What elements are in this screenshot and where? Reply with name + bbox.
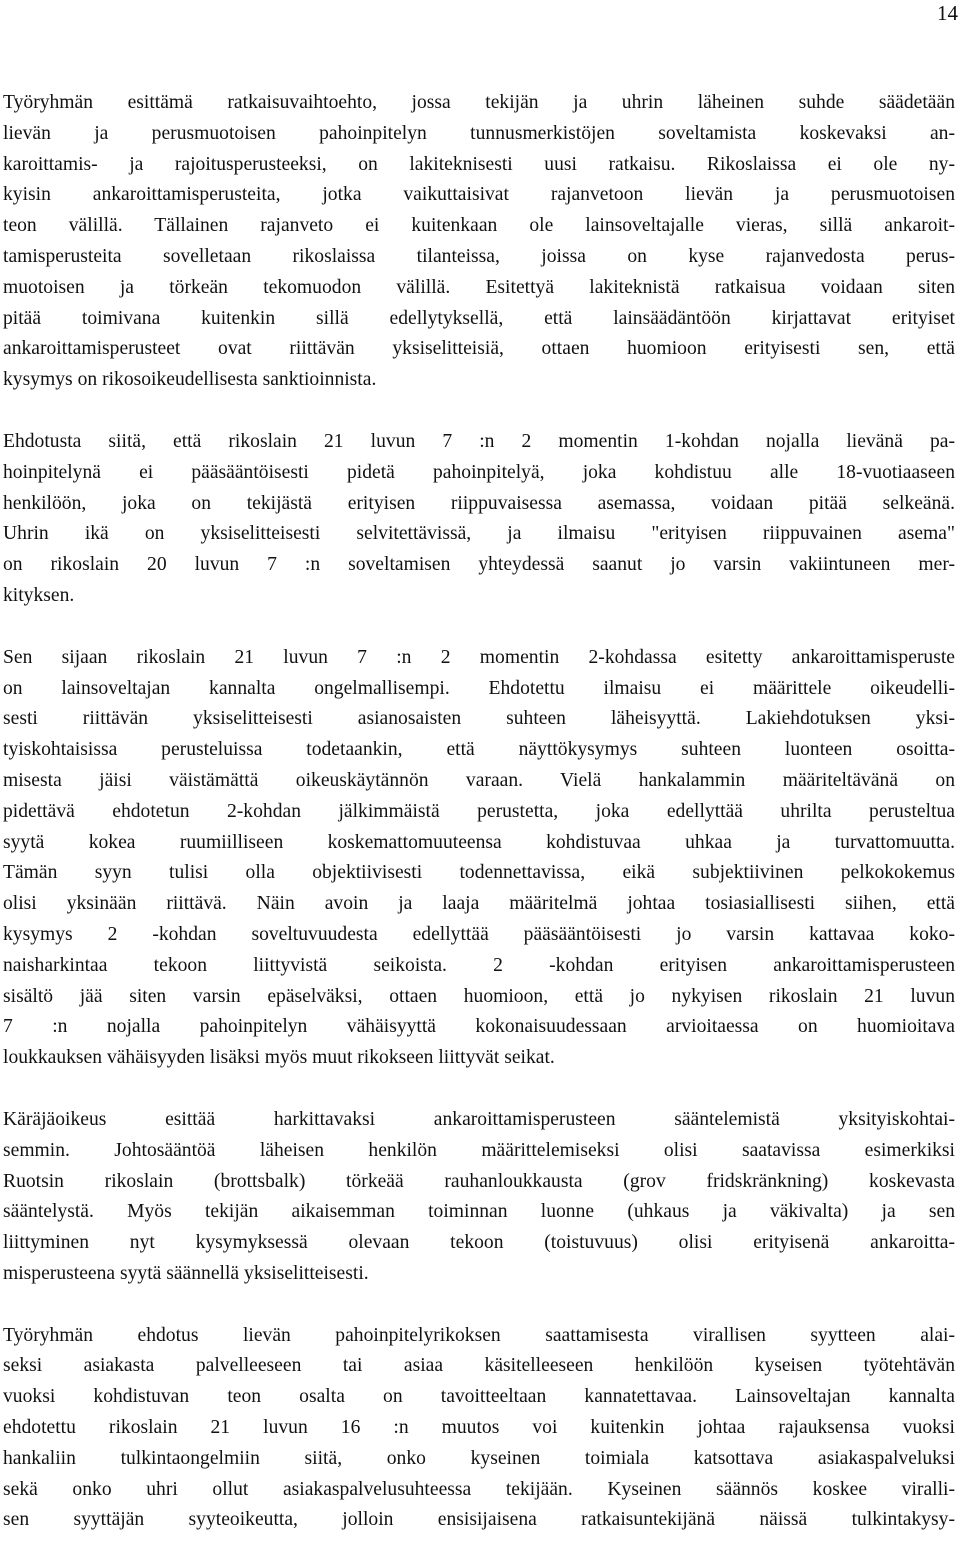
text-line: Käräjäoikeus esittää harkittavaksi ankaroittamisperusteen sääntelemistä yksityiskohtai-: [3, 1108, 955, 1130]
text-line: kityksen.: [3, 584, 75, 606]
text-line: pidettävä ehdotetun 2-kohdan jälkimmäistä perustetta, joka edellyttää uhrilta perusteltua: [3, 800, 955, 822]
text-line: ehdotettu rikoslain 21 luvun 16 :n muutos voi kuitenkin johtaa rajauksensa vuoksi: [3, 1417, 955, 1439]
text-line: teon välillä. Tällainen rajanveto ei kuitenkaan ole lainsoveltajalle vieras, sillä ankaroit-: [3, 215, 955, 237]
text-line: karoittamis- ja rajoitusperusteeksi, on lakiteknisesti uusi ratkaisu. Rikoslaissa ei ole ny-: [3, 153, 955, 175]
document-body: [3, 88, 955, 1567]
text-line: on lainsoveltajan kannalta ongelmallisempi. Ehdotettu ilmaisu ei määrittele oikeudelli-: [3, 677, 955, 699]
paragraph: [3, 88, 955, 396]
paragraph: [3, 1105, 955, 1290]
text-line: misperusteena syytä säännellä yksiselitteisesti.: [3, 1262, 369, 1284]
text-line: sisältö jää siten varsin epäselväksi, ottaen huomioon, että jo nykyisen rikoslain 21 luvun: [3, 985, 955, 1007]
text-line: ankaroittamisperusteet ovat riittävän yksiselitteisiä, ottaen huomioon erityisesti sen, että: [3, 338, 955, 360]
text-line: lievän ja perusmuotoisen pahoinpitelyn tunnusmerkistöjen soveltamista koskevaksi an-: [3, 122, 955, 144]
text-line: sen syyttäjän syyteoikeutta, jolloin ensisijaisena ratkaisuntekijänä näissä tulkintakysy-: [3, 1509, 955, 1531]
text-line: sekä onko uhri ollut asiakaspalvelusuhteessa tekijään. Kyseinen säännös koskee viralli-: [3, 1478, 955, 1500]
text-line: Uhrin ikä on yksiselitteisesti selvitettävissä, ja ilmaisu "erityisen riippuvainen asema": [3, 523, 955, 545]
text-line: tyiskohtaisissa perusteluissa todetaankin, että näyttökysymys suhteen luonteen osoitta-: [3, 739, 955, 761]
text-line: hankaliin tulkintaongelmiin siitä, onko kyseinen toimiala katsottava asiakaspalveluksi: [3, 1447, 955, 1469]
text-line: 7 :n nojalla pahoinpitelyn vähäisyyttä kokonaisuudessaan arvioitaessa on huomioitava: [3, 1016, 955, 1038]
text-line: misesta jäisi väistämättä oikeuskäytännön varaan. Vielä hankalammin määriteltävänä on: [3, 769, 955, 791]
text-line: kysymys on rikosoikeudellisesta sanktioinnista.: [3, 369, 377, 391]
text-line: sääntelystä. Myös tekijän aikaisemman toiminnan luonne (uhkaus ja väkivalta) ja sen: [3, 1201, 955, 1223]
paragraph: [3, 1321, 955, 1537]
text-line: Ruotsin rikoslain (brottsbalk) törkeää rauhanloukkausta (grov fridskränkning) koskevasta: [3, 1170, 955, 1192]
text-line: muotoisen ja törkeän tekomuodon välillä. Esitettyä lakiteknistä ratkaisua voidaan siten: [3, 276, 955, 298]
text-line: syytä kokea ruumiilliseen koskemattomuuteensa kohdistuvaa uhkaa ja turvattomuutta.: [3, 831, 955, 853]
text-line: seksi asiakasta palvelleeseen tai asiaa käsitelleeseen henkilöön kyseisen työtehtävän: [3, 1355, 955, 1377]
text-line: on rikoslain 20 luvun 7 :n soveltamisen yhteydessä saanut jo varsin vakiintuneen mer-: [3, 554, 955, 576]
text-line: pitää toimivana kuitenkin sillä edellytyksellä, että lainsäädäntöön kirjattavat erityiset: [3, 307, 955, 329]
page-number: 14: [937, 1, 958, 25]
text-line: loukkauksen vähäisyyden lisäksi myös muut rikokseen liittyvät seikat.: [3, 1047, 555, 1069]
text-line: Työryhmän ehdotus lievän pahoinpitelyrikoksen saattamisesta virallisen syytteen alai-: [3, 1324, 955, 1346]
text-line: naisharkintaa tekoon liittyvistä seikoista. 2 -kohdan erityisen ankaroittamisperusteen: [3, 954, 955, 976]
text-line: henkilöön, joka on tekijästä erityisen riippuvaisessa asemassa, voidaan pitää selkeänä.: [3, 492, 955, 514]
text-line: kyisin ankaroittamisperusteita, jotka vaikuttaisivat rajanvetoon lievän ja perusmuotoisen: [3, 184, 955, 206]
text-line: sesti riittävän yksiselitteisesti asianosaisten suhteen läheisyyttä. Lakiehdotuksen yksi-: [3, 708, 955, 730]
text-line: olisi yksinään riittävä. Näin avoin ja laaja määritelmä johtaa tosiasiallisesti siihen, että: [3, 893, 955, 915]
paragraph: [3, 427, 955, 612]
text-line: Työryhmän esittämä ratkaisuvaihtoehto, jossa tekijän ja uhrin läheinen suhde säädetään: [3, 92, 955, 113]
text-line: liittyminen nyt kysymyksessä olevaan tekoon (toistuvuus) olisi erityisenä ankaroitta-: [3, 1232, 955, 1254]
text-line: Tämän syyn tulisi olla objektiivisesti todennettavissa, eikä subjektiivinen pelkokokemus: [3, 862, 955, 884]
text-line: tamisperusteita sovelletaan rikoslaissa tilanteissa, joissa on kyse rajanvedosta perus-: [3, 245, 955, 267]
text-line: kysymys 2 -kohdan soveltuvuudesta edellyttää pääsääntöisesti jo varsin kattavaa koko-: [3, 923, 955, 945]
paragraph: [3, 643, 955, 1074]
text-line: Ehdotusta siitä, että rikoslain 21 luvun 7 :n 2 momentin 1-kohdan nojalla lievänä pa-: [3, 430, 955, 452]
text-line: Sen sijaan rikoslain 21 luvun 7 :n 2 momentin 2-kohdassa esitetty ankaroittamisperuste: [3, 646, 955, 668]
text-line: hoinpitelynä ei pääsääntöisesti pidetä pahoinpitelyä, joka kohdistuu alle 18-vuotiaaseen: [3, 461, 955, 483]
text-line: vuoksi kohdistuvan teon osalta on tavoitteeltaan kannatettavaa. Lainsoveltajan kannalta: [3, 1386, 955, 1408]
text-line: semmin. Johtosääntöä läheisen henkilön määrittelemiseksi olisi saatavissa esimerkiksi: [3, 1139, 955, 1161]
